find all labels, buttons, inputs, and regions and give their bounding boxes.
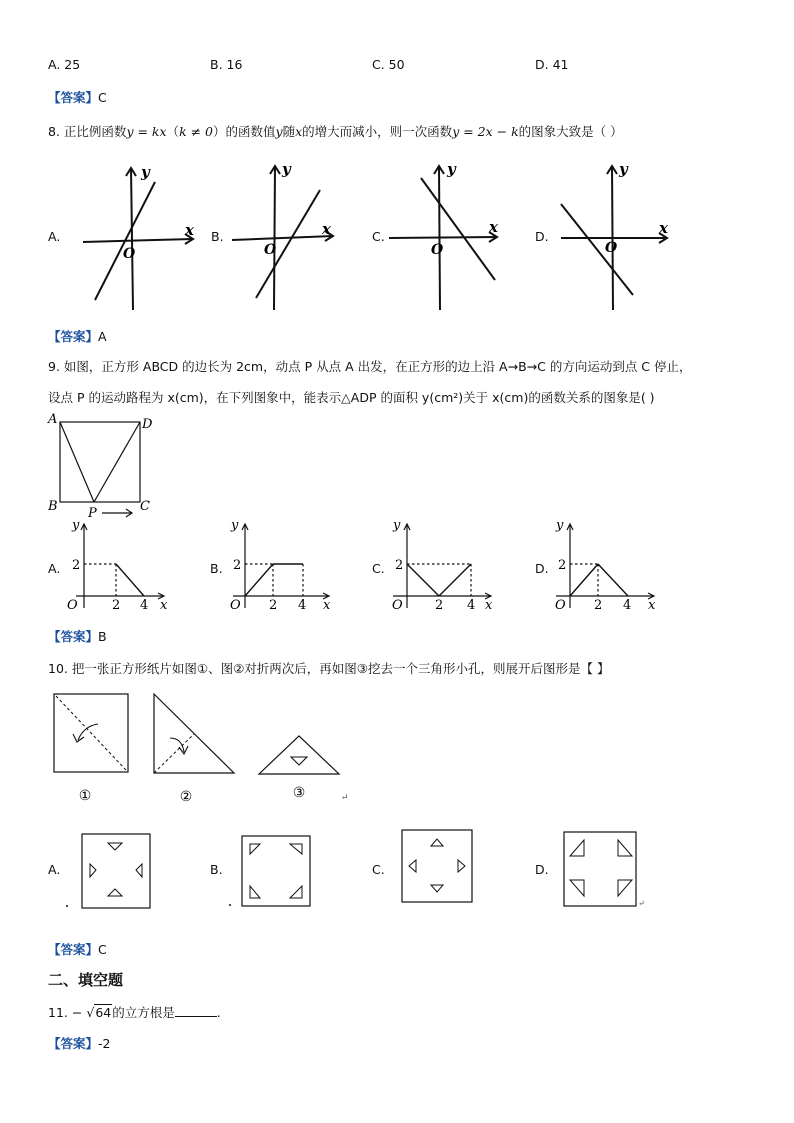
vertex-b-label: B <box>48 499 58 514</box>
answer-label: 【答案】 <box>48 329 99 344</box>
cut-hole-icon <box>291 757 307 765</box>
origin-label: O <box>264 242 277 258</box>
step2-label: ② <box>179 789 193 805</box>
q8-text-3: ）的函数值 <box>213 124 276 139</box>
q9-label-a: A. <box>48 561 61 576</box>
tick-2-x: 2 <box>435 598 444 613</box>
question-number: 10. <box>48 661 68 676</box>
origin-label: O <box>67 598 78 613</box>
q11-minus: − <box>71 1005 83 1020</box>
vertex-d-label: D <box>142 417 153 432</box>
q8-label-b: B. <box>211 229 224 244</box>
q8-answer <box>48 327 107 345</box>
tick-2-y: 2 <box>558 558 567 573</box>
origin-label: O <box>230 598 241 613</box>
q8-graph-d <box>555 160 675 315</box>
tick-2-x: 2 <box>594 598 603 613</box>
q10-fold-steps <box>48 688 358 808</box>
answer-blank <box>175 1004 217 1017</box>
fold-arrow-icon <box>170 738 184 752</box>
q8-graph-c <box>385 160 505 315</box>
step3-label: ③ <box>292 785 306 801</box>
axis-x-label: x <box>323 598 331 613</box>
tick-4-x: 4 <box>298 598 307 613</box>
answer-value: B <box>98 629 107 644</box>
q8-label-d: D. <box>535 229 549 244</box>
q7-option-c: C. 50 <box>372 57 405 72</box>
q8-math-1: y = kx <box>126 124 167 139</box>
axis-y-label: y <box>393 518 401 533</box>
question-number: 8. <box>48 124 60 139</box>
axis-y-label: y <box>72 518 80 533</box>
q10-label-d: D. <box>535 862 549 877</box>
q8-graph-a <box>75 160 200 315</box>
axis-y-label: y <box>556 518 564 533</box>
q8-math-5: y = 2x − k <box>452 124 519 139</box>
q10-question <box>48 659 609 677</box>
vertex-a-label: A <box>48 412 58 427</box>
q8-text-2: （ <box>166 124 180 139</box>
tick-2-x: 2 <box>269 598 278 613</box>
q8-math-4: x <box>295 124 303 139</box>
q11-text: 的立方根是 <box>112 1005 175 1020</box>
origin-label: O <box>123 246 136 262</box>
return-mark-icon: ↵ <box>638 899 645 908</box>
axis-x-label: x <box>489 218 498 236</box>
q8-text-4: 随 <box>282 124 296 139</box>
q8-text-5: 的增大而减小，则一次函数 <box>302 124 453 139</box>
tick-4-x: 4 <box>623 598 632 613</box>
answer-value: -2 <box>98 1036 111 1051</box>
q10-option-a-figure <box>62 830 162 912</box>
q9-question-line1 <box>48 357 692 375</box>
answer-value: C <box>98 90 107 105</box>
axis-y-label: y <box>282 160 291 178</box>
q9-question-line2: 设点 P 的运动路程为 x(cm)，在下列图象中，能表示△ADP 的面积 y(cm²)关于 x(cm)的函数关系的图象是( ) <box>48 390 655 405</box>
axis-x-label: x <box>485 598 493 613</box>
answer-label: 【答案】 <box>48 942 99 957</box>
q10-label-b: B. <box>210 862 223 877</box>
q9-square-figure <box>44 410 164 521</box>
sqrt-icon: √ <box>86 1005 95 1020</box>
tick-2-y: 2 <box>72 558 81 573</box>
q10-label-a: A. <box>48 862 61 877</box>
q10-option-b-figure <box>224 830 324 912</box>
answer-label: 【答案】 <box>48 1036 99 1051</box>
return-mark-icon: ↵ <box>341 793 349 803</box>
axis-y-label: y <box>619 160 628 178</box>
q8-text-1: 正比例函数 <box>63 124 127 139</box>
q9-label-b: B. <box>210 561 223 576</box>
q7-option-b: B. 16 <box>210 57 243 72</box>
axis-x-label: x <box>160 598 168 613</box>
q11-radicand: 64 <box>95 1005 112 1020</box>
question-number: 11. <box>48 1005 68 1020</box>
point-p-label: P <box>88 506 97 521</box>
q10-answer <box>48 940 107 958</box>
q7-option-d: D. 41 <box>535 57 569 72</box>
q8-graph-b <box>228 160 348 315</box>
tick-2-y: 2 <box>395 558 404 573</box>
q9-answer <box>48 627 107 645</box>
q9-graph-d <box>550 514 662 614</box>
q10-option-c-figure <box>398 826 478 906</box>
q11-answer <box>48 1034 110 1052</box>
answer-value: A <box>98 329 107 344</box>
q8-label-a: A. <box>48 229 61 244</box>
axis-x-label: x <box>185 221 194 239</box>
q8-math-3: y <box>275 124 283 139</box>
axis-x-label: x <box>322 220 331 238</box>
q10-label-c: C. <box>372 862 385 877</box>
q9-graph-a <box>62 514 174 614</box>
axis-x-label: x <box>659 219 668 237</box>
q11-period: . <box>216 1005 221 1020</box>
origin-label: O <box>555 598 566 613</box>
origin-label: O <box>605 240 618 256</box>
answer-label: 【答案】 <box>48 90 99 105</box>
tick-4-x: 4 <box>140 598 149 613</box>
q8-text-6: 的图象大致是（ ） <box>518 124 623 139</box>
origin-label: O <box>392 598 403 613</box>
answer-value: C <box>98 942 107 957</box>
q10-option-d-figure <box>560 828 644 910</box>
tick-4-x: 4 <box>467 598 476 613</box>
axis-x-label: x <box>648 598 656 613</box>
step3-triangle <box>259 736 339 774</box>
tick-2-y: 2 <box>233 558 242 573</box>
q9-label-d: D. <box>535 561 549 576</box>
q9-label-c: C. <box>372 561 385 576</box>
q9-graph-c <box>387 514 499 614</box>
q9-graph-b <box>225 514 337 614</box>
origin-label: O <box>431 242 444 258</box>
section-title: 二、填空题 <box>48 971 124 989</box>
answer-label: 【答案】 <box>48 629 99 644</box>
tick-2-x: 2 <box>112 598 121 613</box>
question-number: 9. <box>48 359 60 374</box>
q11-question <box>48 1003 221 1021</box>
q7-option-a: A. 25 <box>48 57 81 72</box>
axis-y-label: y <box>231 518 239 533</box>
q8-label-c: C. <box>372 229 385 244</box>
q9-text-line1: 如图，正方形 ABCD 的边长为 2cm，动点 P 从点 A 出发，在正方形的边上沿 A→B→C 的方向运动到点 C 停止， <box>63 359 692 374</box>
vertex-c-label: C <box>140 499 150 514</box>
q8-math-2: k ≠ 0 <box>179 124 214 139</box>
axis-y-label: y <box>447 160 456 178</box>
q8-question <box>48 122 623 140</box>
step1-label: ① <box>78 788 92 804</box>
axis-y-label: y <box>141 163 150 181</box>
q10-text: 把一张正方形纸片如图①、图②对折两次后，再如图③挖去一个三角形小孔，则展开后图形是【 】 <box>71 661 610 676</box>
q7-answer <box>48 88 107 106</box>
